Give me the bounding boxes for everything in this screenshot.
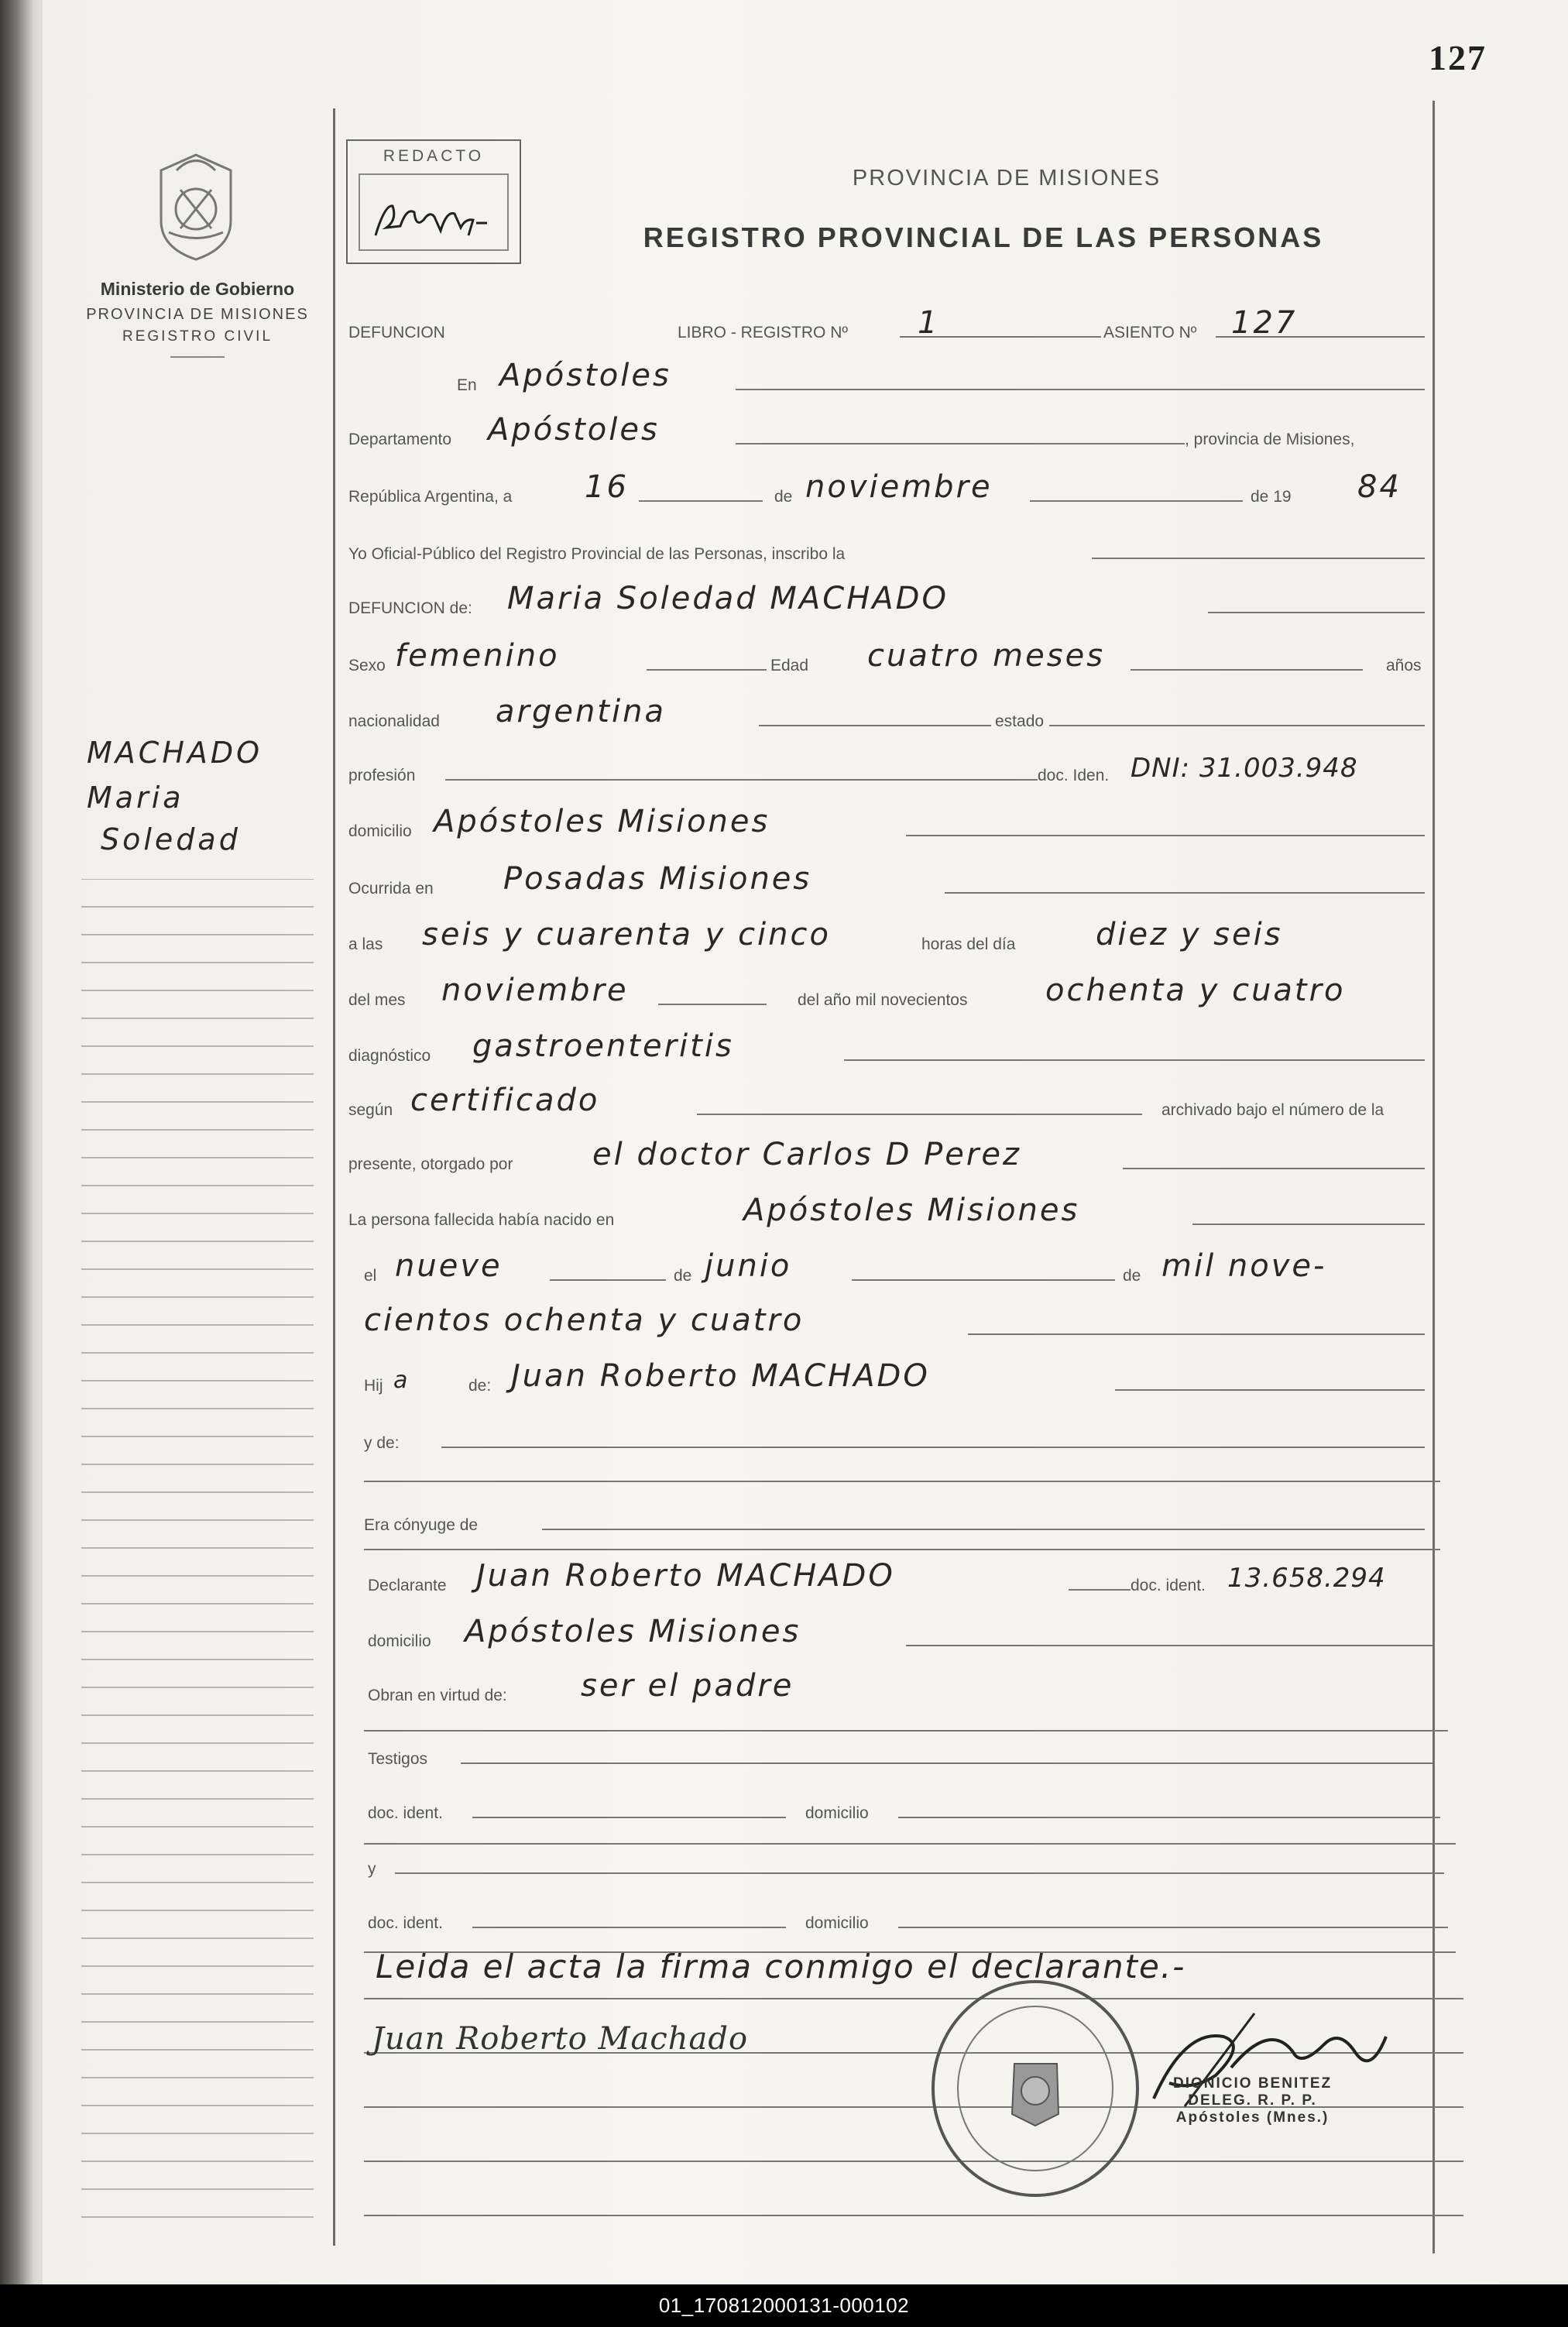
ocurrida-label: Ocurrida en: [348, 880, 434, 898]
redacto-initials-box: [359, 173, 509, 251]
delmes-label: del mes: [348, 991, 406, 1009]
segun-label: según: [348, 1101, 393, 1119]
dia-value: 16: [585, 469, 629, 505]
header-province: PROVINCIA DE MISIONES: [852, 166, 1161, 190]
en-label: En: [457, 376, 477, 394]
horas-value: diez y seis: [1096, 917, 1283, 952]
redacto-initials-signature: [369, 197, 493, 243]
testigos-label: Testigos: [368, 1750, 428, 1768]
row-oficial: [348, 531, 1432, 565]
diagnostico-line: [844, 1059, 1425, 1061]
redacto-box: [346, 139, 521, 264]
row-en: [348, 358, 1432, 396]
defuncion-de-line: [1208, 612, 1425, 613]
hij-suffix: a: [393, 1367, 410, 1394]
official-stamp-text: [1173, 2075, 1332, 2126]
domicilio2-value: Apóstoles Misiones: [465, 1614, 801, 1649]
asiento-line: [1216, 336, 1425, 338]
estado-label: estado: [995, 712, 1045, 730]
domicilio-value: Apóstoles Misiones: [434, 804, 770, 839]
yde-extra-line: [364, 1481, 1440, 1482]
nacionalidad-value: argentina: [496, 694, 666, 729]
row-testigos: [348, 1736, 1448, 1770]
conyuge-line: [542, 1529, 1425, 1530]
row-segun: [348, 1083, 1432, 1121]
row-ocurrida: [348, 861, 1432, 900]
ministry-registry: REGISTRO CIVIL: [122, 328, 273, 345]
en-line: [736, 389, 1425, 390]
nacionalidad-line: [759, 725, 991, 726]
nacionalidad-label: nacionalidad: [348, 712, 440, 730]
row-fecha: [348, 469, 1432, 508]
row-hija: [348, 1358, 1432, 1397]
edad-value: cuatro meses: [867, 638, 1106, 674]
declarant-signature: Juan Roberto Machado: [372, 2021, 749, 2057]
edad-line: [1131, 669, 1363, 671]
mes-line: [1030, 500, 1243, 502]
sexo-label: Sexo: [348, 657, 386, 674]
alas-label: a las: [348, 935, 383, 953]
libro-line: [900, 336, 1101, 338]
domicilio3-line: [898, 1817, 1440, 1818]
row-defuncion-de: [348, 581, 1432, 620]
docident3-line: [472, 1927, 786, 1928]
hij-label: Hij: [364, 1377, 383, 1395]
yde-line: [441, 1447, 1425, 1448]
left-margin-rule: [333, 108, 335, 2246]
conyuge-label: Era cónyuge de: [364, 1516, 479, 1534]
asiento-label: ASIENTO Nº: [1103, 324, 1197, 341]
nacido-value: Apóstoles Misiones: [743, 1193, 1080, 1228]
oficial-line: [1092, 558, 1425, 559]
row-conyuge: [348, 1502, 1432, 1536]
domicilio4-label: domicilio: [805, 1914, 869, 1932]
row-continuacion: [348, 1303, 1432, 1341]
cont-value: cientos ochenta y cuatro: [364, 1303, 805, 1338]
defuncion-de-value: Maria Soledad MACHADO: [507, 581, 949, 616]
row-sexo: [348, 638, 1432, 677]
declarante-value: Juan Roberto MACHADO: [476, 1558, 895, 1594]
el-value: nueve: [395, 1248, 503, 1284]
y-line: [395, 1872, 1444, 1874]
ministry-title: Ministerio de Gobierno: [100, 279, 295, 299]
doc-value: DNI: 31.003.948: [1131, 753, 1358, 784]
presente-line: [1123, 1168, 1425, 1169]
de-anio-label: de 19: [1251, 488, 1292, 506]
domicilio-line: [906, 835, 1425, 836]
signature-line-1: [364, 1998, 1463, 1999]
obran-label: Obran en virtud de:: [368, 1687, 507, 1704]
segun-line: [697, 1114, 1142, 1115]
libro-value: 1: [918, 305, 940, 341]
en-value: Apóstoles: [499, 358, 671, 393]
official-role: DELEG. R. P. P.: [1188, 2092, 1317, 2109]
delmes-value: noviembre: [441, 973, 629, 1008]
book-binding: [0, 0, 48, 2284]
archivado-label: archivado bajo el número de la: [1161, 1101, 1384, 1119]
nacido-line: [1192, 1224, 1425, 1225]
row-fecha-nacimiento: [348, 1248, 1432, 1287]
republica-label: República Argentina, a: [348, 488, 513, 506]
departamento-line: [736, 443, 1185, 444]
ministry-divider: [170, 356, 225, 358]
hij-line: [1115, 1389, 1425, 1391]
footer-id: 01_170812000131-000102: [658, 2294, 910, 2317]
provincia-suffix: , provincia de Misiones,: [1185, 431, 1355, 448]
hij-value: Juan Roberto MACHADO: [511, 1358, 930, 1394]
horas-label: horas del día: [921, 935, 1016, 953]
delanio-value: ochenta y cuatro: [1045, 973, 1346, 1008]
row-y-de: [348, 1420, 1432, 1454]
oficial-text: Yo Oficial-Público del Registro Provincial de las Personas, inscribo la: [348, 545, 846, 563]
delmes-line: [658, 1004, 767, 1005]
dia-line: [639, 500, 763, 502]
testigo1-extra-line: [364, 1843, 1456, 1845]
cont-line: [968, 1333, 1425, 1335]
estado-line: [1049, 725, 1425, 726]
row-domicilio: [348, 804, 1432, 843]
docident3-label: doc. ident.: [368, 1914, 443, 1932]
provincial-emblem-icon: [138, 147, 254, 263]
obran-value: ser el padre: [581, 1668, 794, 1704]
margin-second-name: Soledad: [101, 822, 241, 856]
defuncion-de-label: DEFUNCION de:: [348, 599, 472, 617]
obran-extra-line: [364, 1730, 1448, 1732]
margin-surname: MACHADO: [87, 736, 263, 770]
yde-label: y de:: [364, 1434, 400, 1452]
hij-de-label: de:: [468, 1377, 492, 1395]
footer-bar: [0, 2284, 1568, 2327]
domicilio4-line: [898, 1927, 1448, 1928]
docident2-line: [472, 1817, 786, 1818]
de2-label: de: [674, 1267, 692, 1285]
edad-label: Edad: [770, 657, 809, 674]
margin-first-name: Maria: [87, 781, 184, 815]
folio-number: 127: [1429, 38, 1487, 77]
presente-label: presente, otorgado por: [348, 1155, 513, 1173]
leida-value: Leida el acta la firma conmigo el declarante.-: [376, 1948, 1186, 1986]
row-presente: [348, 1137, 1432, 1176]
de2-value: junio: [705, 1248, 792, 1284]
presente-value: el doctor Carlos D Perez: [592, 1137, 1021, 1172]
conyuge-extra-line: [364, 1549, 1440, 1550]
de3-label: de: [1123, 1267, 1141, 1285]
domicilio2-line: [906, 1645, 1432, 1646]
row-profesion: [348, 753, 1432, 787]
sexo-value: femenino: [395, 638, 560, 674]
margin-ruled-lines: [81, 879, 314, 2242]
row-obran: [348, 1668, 1440, 1707]
diagnostico-label: diagnóstico: [348, 1047, 431, 1065]
el-line: [550, 1279, 666, 1281]
ministry-block: [62, 279, 333, 358]
mes-value: noviembre: [805, 469, 993, 505]
domicilio2-label: domicilio: [368, 1632, 431, 1650]
official-seal-stamp: [925, 1979, 1146, 2199]
official-place: Apóstoles (Mnes.): [1175, 2109, 1330, 2126]
row-testigo2: [348, 1846, 1456, 1880]
profesion-label: profesión: [348, 767, 416, 784]
redacto-label: REDACTO: [383, 147, 485, 165]
row-defuncion: [348, 305, 1432, 344]
asiento-value: 127: [1231, 305, 1298, 341]
anos-label: años: [1386, 657, 1422, 674]
departamento-label: Departamento: [348, 431, 452, 448]
declarante-label: Declarante: [368, 1577, 447, 1594]
header-registry: REGISTRO PROVINCIAL DE LAS PERSONAS: [643, 221, 1324, 253]
domicilio3-label: domicilio: [805, 1804, 869, 1822]
departamento-value: Apóstoles: [488, 412, 660, 448]
sexo-line: [647, 669, 767, 671]
testigos-line: [461, 1762, 1432, 1764]
ocurrida-line: [945, 892, 1425, 894]
anio-value: 84: [1357, 469, 1402, 505]
row-departamento: [348, 412, 1432, 451]
diagnostico-value: gastroenteritis: [472, 1028, 734, 1064]
docident2-label: doc. ident.: [368, 1804, 443, 1822]
ministry-province: PROVINCIA DE MISIONES: [86, 306, 309, 323]
nacido-label: La persona fallecida había nacido en: [348, 1211, 615, 1229]
row-nacido: [348, 1193, 1432, 1231]
row-nacionalidad: [348, 694, 1432, 733]
docident-value: 13.658.294: [1227, 1563, 1386, 1594]
de2-line: [852, 1279, 1115, 1281]
domicilio-label: domicilio: [348, 822, 412, 840]
alas-value: seis y cuarenta y cinco: [422, 917, 831, 952]
declarante-line: [1069, 1589, 1131, 1591]
de-label: de: [774, 488, 793, 506]
de3-value: mil nove-: [1161, 1248, 1327, 1284]
delanio-label: del año mil novecientos: [798, 991, 968, 1009]
row-diagnostico: [348, 1028, 1432, 1067]
row-testigo2-doc: [348, 1900, 1456, 1934]
libro-label: LIBRO - REGISTRO Nº: [678, 324, 849, 341]
row-leida: [348, 1942, 1456, 1989]
docident-label: doc. ident.: [1131, 1577, 1206, 1594]
el-label: el: [364, 1267, 377, 1285]
row-declarante: [348, 1558, 1440, 1597]
row-hora: [348, 917, 1432, 956]
ocurrida-value: Posadas Misiones: [503, 861, 812, 897]
y-label: y: [368, 1860, 376, 1878]
profesion-line: [445, 779, 1038, 781]
defuncion-label: DEFUNCION: [348, 324, 445, 341]
segun-value: certificado: [410, 1083, 600, 1118]
official-name: DIONICIO BENITEZ: [1173, 2075, 1333, 2092]
doc-label: doc. Iden.: [1038, 767, 1110, 784]
row-testigo1-doc: [348, 1790, 1448, 1824]
row-mes: [348, 973, 1432, 1011]
row-domicilio-declarante: [348, 1614, 1440, 1653]
